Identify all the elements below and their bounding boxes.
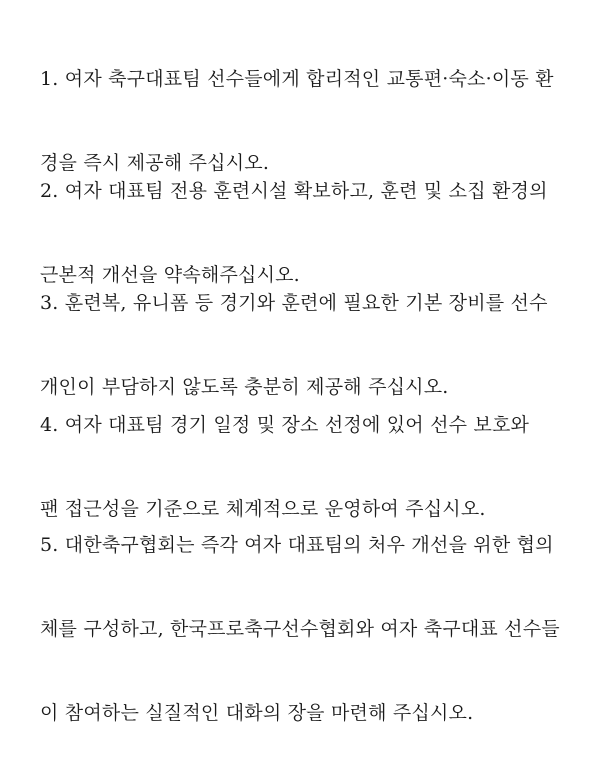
- text-line: 5. 대한축구협회는 즉각 여자 대표팀의 처우 개선을 위한 협의: [40, 534, 554, 556]
- text-line: 개인이 부담하지 않도록 충분히 제공해 주십시오.: [40, 376, 449, 398]
- text-line: 이 참여하는 실질적인 대화의 장을 마련해 주십시오.: [40, 702, 474, 724]
- text-line: 팬 접근성을 기준으로 체계적으로 운영하여 주십시오.: [40, 498, 486, 520]
- text-line: 1. 여자 축구대표팀 선수들에게 합리적인 교통편·숙소·이동 환: [40, 68, 554, 90]
- text-line: 3. 훈련복, 유니폼 등 경기와 훈련에 필요한 기본 장비를 선수: [40, 292, 548, 314]
- text-line: 4. 여자 대표팀 경기 일정 및 장소 선정에 있어 선수 보호와: [40, 414, 530, 436]
- text-line: 경을 즉시 제공해 주십시오.: [40, 152, 270, 174]
- text-line: 근본적 개선을 약속해주십시오.: [40, 264, 300, 286]
- text-line: 체를 구성하고, 한국프로축구선수협회와 여자 축구대표 선수들: [40, 618, 560, 640]
- demand-item-5: [40, 482, 585, 776]
- text-line: 2. 여자 대표팀 전용 훈련시설 확보하고, 훈련 및 소집 환경의: [40, 180, 548, 202]
